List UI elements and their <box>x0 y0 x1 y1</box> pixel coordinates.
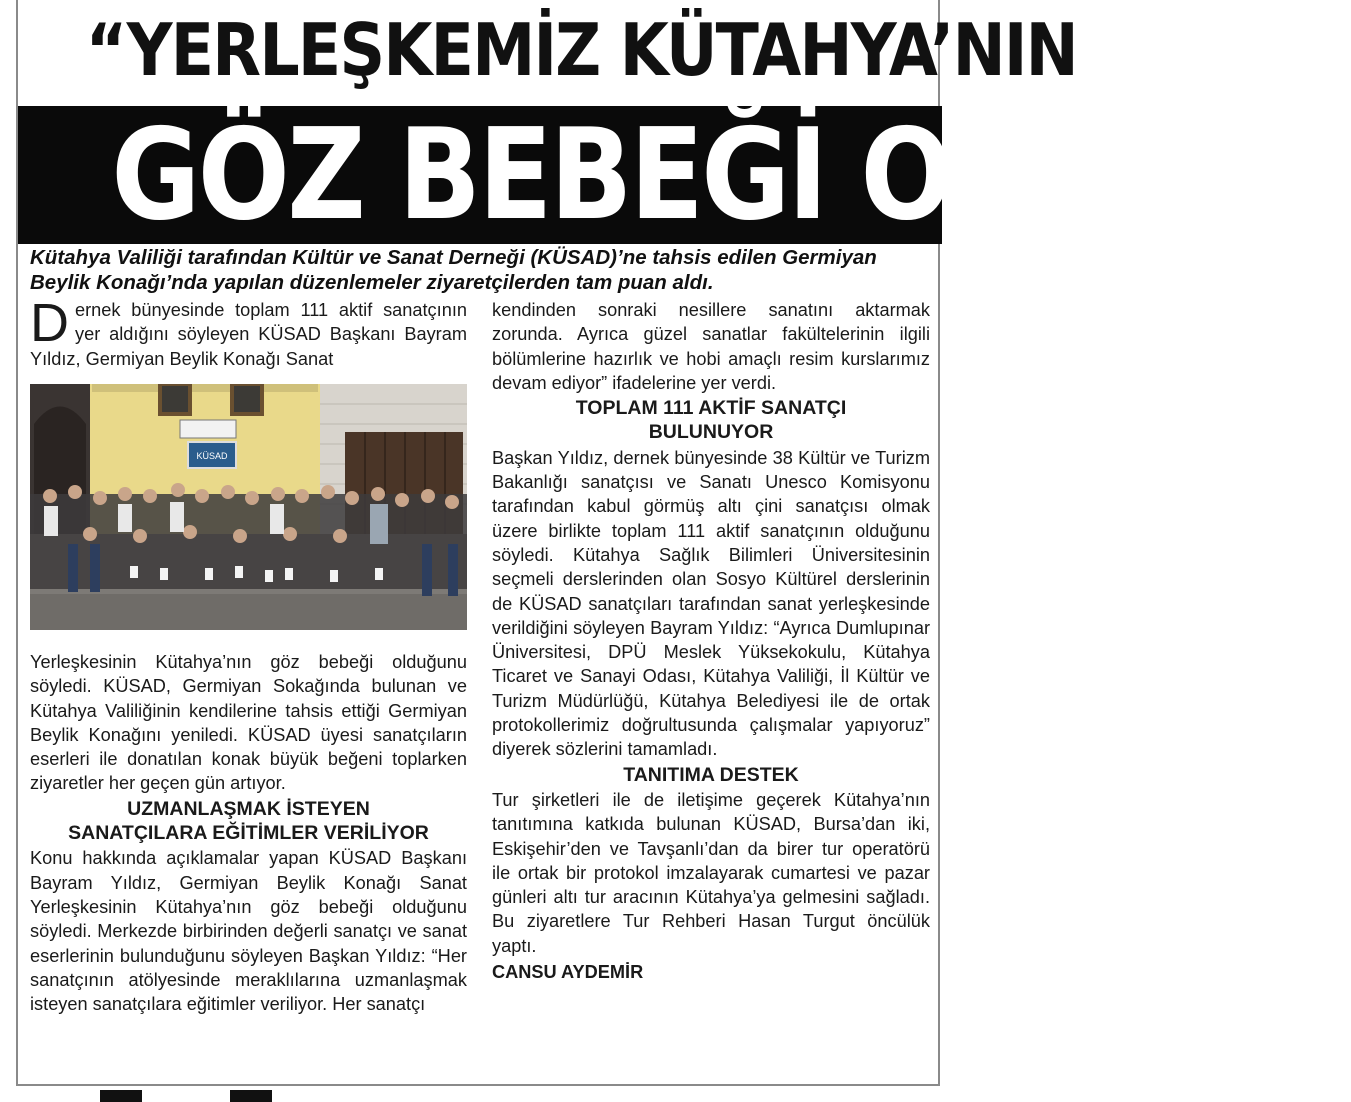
paragraph-sanatcilar: Başkan Yıldız, dernek bünyesinde 38 Kültür ve Turizm Bakanlığı sanatçısı ve Sanatı Unesco Komisyonu tarafından kabul görmüş altı çini sanatçısı olmak üzere birlikte toplam 111 aktif sanatçının olduğunu söyledi. Kütahya Sağlık Bilimleri Üniversitesinin seçmeli derslerinden olan Sosyo Kültürel derslerinin de KÜSAD sanatçıları tarafından sanat yerleşkesinde verildiğini söyleyen Bayram Yıldız: “Ayrıca Dumlupınar Üniversitesi, DPÜ Meslek Yüksekokulu, Kütahya Ticaret ve Sanayi Odası, Kütahya Valiliği, İl Kültür ve Turizm Müdürlüğü, Kütahya Belediyesi ile de ortak protokollerimiz doğrultusunda çalışmalar yapıyoruz” diyerek sözlerini tamamladı. <box>492 447 930 760</box>
headline-text-2: GÖZ BEBEĞİ OLDU” <box>111 101 1258 248</box>
group-photo-illustration <box>30 384 467 630</box>
group-photo <box>30 384 467 630</box>
column-2 <box>492 298 930 984</box>
subheading-tanitima: TANITIMA DESTEK <box>623 763 799 786</box>
subheading-uzmanlasmak <box>30 797 467 846</box>
paragraph-kurslar: kendinden sonraki nesillere sanatını aktarmak zorunda. Ayrıca güzel sanatlar fakültelerinin ilgili bölümlerine hazırlık ve hobi amaçlı resim kurslarımız devam ediyor” ifadelerine yer verdi. <box>492 300 930 393</box>
subheading-toplam-line-1: TOPLAM 111 AKTİF SANATÇI <box>575 397 847 420</box>
subheading-uzmanlasmak-line-1: UZMANLAŞMAK İSTEYEN <box>127 797 370 820</box>
photo-sign-text: KÜSAD <box>196 451 228 461</box>
subheading-toplam-line-2: BULUNUYOR <box>648 421 774 444</box>
column-1-top <box>30 293 467 371</box>
drop-cap: D <box>30 293 69 353</box>
subheading-toplam <box>492 396 930 445</box>
author-byline: CANSU AYDEMİR <box>492 962 644 983</box>
spot-text: Kütahya Valiliği tarafından Kültür ve Sanat Derneği (KÜSAD)’ne tahsis edilen Germiyan Beylik Konağı’nda yapılan düzenlemeler ziyaretçilerden tam puan aldı. <box>30 246 877 294</box>
headline-text-1: “YERLEŞKEMİZ KÜTAHYA’NIN <box>85 8 1077 92</box>
headline-line-1 <box>18 2 1077 98</box>
next-article-fragment <box>100 1090 280 1102</box>
paragraph-intro <box>30 293 467 371</box>
subheading-uzmanlasmak-line-2: SANATÇILARA EĞİTİMLER VERİLİYOR <box>68 822 429 845</box>
paragraph-tur: Tur şirketleri ile de iletişime geçerek Kütahya’nın tanıtımına katkıda bulunan KÜSAD, Bursa’dan iki, Eskişehir’den ve Tavşanlı’dan da birer tur operatörü ile ortak bir protokol imzalayarak cumartesi ve pazar günleri altı tur aracının Kütahya’ya gelmesini sağladı. Bu ziyaretlere Tur Rehberi Hasan Turgut öncülük yaptı. <box>492 789 930 956</box>
paragraph-intro-text: ernek bünyesinde toplam 111 aktif sanatçının yer aldığını söyleyen KÜSAD Başkanı Bayram Yıldız, Germiyan Beylik Konağı Sanat <box>30 300 467 369</box>
headline-line-2 <box>18 101 1258 248</box>
paragraph-konak: Yerleşkesinin Kütahya’nın göz bebeği olduğunu söyledi. KÜSAD, Germiyan Sokağında bulunan ve Kütahya Valiliğinin kendilerine tahsis ettiği Germiyan Beylik Konağını yeniledi. KÜSAD üyesi sanatçıların eserleri ile donatılan konak büyük beğeni toplarken ziyaretler her geçen gün artıyor. <box>30 652 467 794</box>
column-1-bottom <box>30 650 467 1016</box>
paragraph-aciklama: Konu hakkında açıklamalar yapan KÜSAD Başkanı Bayram Yıldız, Germiyan Beylik Konağı Sanat Yerleşkesinin Kütahya’nın göz bebeği olduğunu söyledi. Merkezde birbirinden değerli sanatçı ve sanat eserlerinin bulunduğunu söyleyen Başkan Yıldız: “Her sanatçının atölyesinde meraklılarına uzmanlaşmak isteyen sanatçılara eğitimler veriliyor. Her sanatçı <box>30 848 467 1015</box>
